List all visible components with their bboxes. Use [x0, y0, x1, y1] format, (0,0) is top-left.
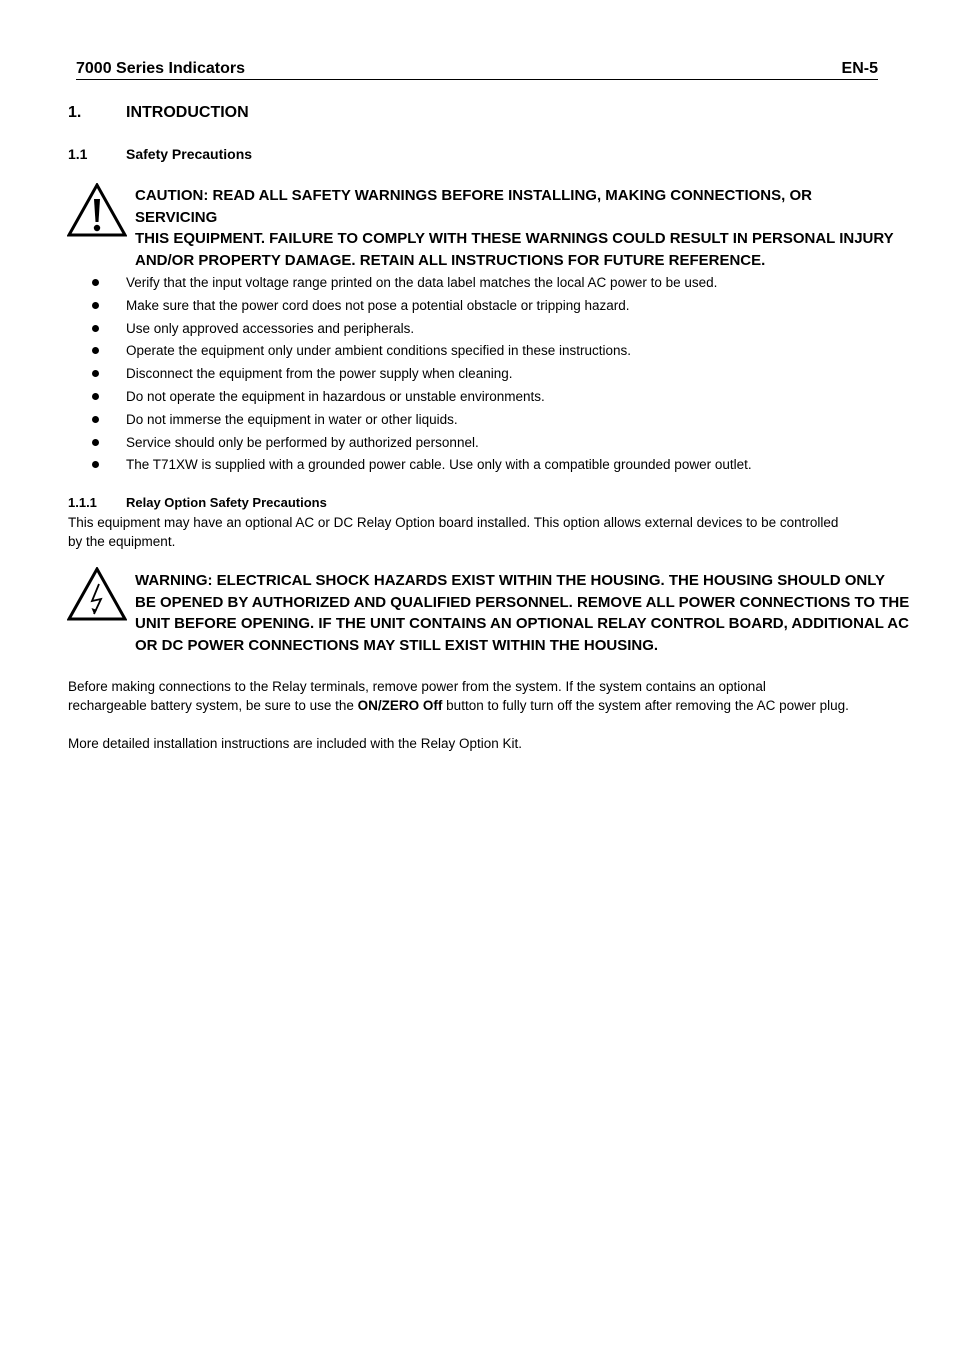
- bullet-icon: [92, 461, 99, 468]
- warning-line: UNIT BEFORE OPENING. IF THE UNIT CONTAINS AN OPTIONAL RELAY CONTROL BOARD, ADDITIONAL AC: [135, 615, 909, 632]
- warning-line: BE OPENED BY AUTHORIZED AND QUALIFIED PERSONNEL. REMOVE ALL POWER CONNECTIONS TO THE: [135, 593, 910, 611]
- list-item: Use only approved accessories and peripherals.: [92, 319, 892, 342]
- safety-bullet-list: [92, 273, 892, 478]
- caution-text: [135, 185, 895, 271]
- subsubsection-title: Relay Option Safety Precautions: [126, 495, 327, 510]
- bullet-icon: [92, 393, 99, 400]
- list-item: Do not operate the equipment in hazardous or unstable environments.: [92, 387, 892, 410]
- page-header: [76, 59, 878, 80]
- relay-kit-paragraph: More detailed installation instructions are included with the Relay Option Kit.: [68, 736, 522, 751]
- document-title: 7000 Series Indicators: [76, 60, 245, 77]
- subsubsection-number: 1.1.1: [68, 495, 97, 510]
- list-item: Verify that the input voltage range printed on the data label matches the local AC power to be used.: [92, 273, 892, 296]
- caution-line: AND/OR PROPERTY DAMAGE. RETAIN ALL INSTRUCTIONS FOR FUTURE REFERENCE.: [135, 251, 766, 269]
- bullet-icon: [92, 370, 99, 377]
- warning-text: [135, 570, 910, 656]
- paragraph-line: by the equipment.: [68, 534, 176, 549]
- section-title: INTRODUCTION: [126, 104, 249, 121]
- list-item: The T71XW is supplied with a grounded power cable. Use only with a compatible grounded power outlet.: [92, 455, 892, 478]
- caution-line: CAUTION: READ ALL SAFETY WARNINGS BEFORE INSTALLING, MAKING CONNECTIONS, OR SERVICING: [135, 187, 812, 226]
- bullet-icon: [92, 347, 99, 354]
- on-zero-off-key-label: ON/ZERO Off: [357, 698, 443, 713]
- subsection-title: Safety Precautions: [126, 146, 253, 162]
- relay-connection-paragraph: [68, 677, 908, 715]
- list-item: Service should only be performed by authorized personnel.: [92, 433, 892, 456]
- list-item: Do not immerse the equipment in water or other liquids.: [92, 410, 892, 433]
- list-item: Disconnect the equipment from the power supply when cleaning.: [92, 364, 892, 387]
- warning-line: OR DC POWER CONNECTIONS MAY STILL EXIST WITHIN THE HOUSING.: [135, 636, 659, 654]
- section-number: 1.: [68, 104, 82, 121]
- bullet-icon: [92, 439, 99, 446]
- list-item: Operate the equipment only under ambient conditions specified in these instructions.: [92, 341, 892, 364]
- page-number: EN-5: [841, 60, 878, 77]
- paragraph-line: rechargeable battery system, be sure to use the ON/ZERO Off button to fully turn off the system after removing the AC power plug.: [68, 698, 849, 713]
- caution-line: THIS EQUIPMENT. FAILURE TO COMPLY WITH THESE WARNINGS COULD RESULT IN PERSONAL INJURY: [135, 230, 894, 247]
- paragraph-line: Before making connections to the Relay terminals, remove power from the system. If the system contains an optional: [68, 679, 766, 694]
- bullet-icon: [92, 416, 99, 423]
- relay-option-paragraph: [68, 513, 898, 551]
- paragraph-line: This equipment may have an optional AC or DC Relay Option board installed. This option allows external devices to be controlled: [68, 515, 839, 530]
- subsection-number: 1.1: [68, 146, 88, 162]
- exclamation-warning-icon: [67, 183, 127, 237]
- bullet-icon: [92, 302, 99, 309]
- warning-line: WARNING: ELECTRICAL SHOCK HAZARDS EXIST WITHIN THE HOUSING. THE HOUSING SHOULD ONLY: [135, 572, 886, 589]
- bullet-icon: [92, 325, 99, 332]
- bullet-icon: [92, 279, 99, 286]
- electric-shock-warning-icon: [67, 567, 127, 621]
- list-item: Make sure that the power cord does not pose a potential obstacle or tripping hazard.: [92, 296, 892, 319]
